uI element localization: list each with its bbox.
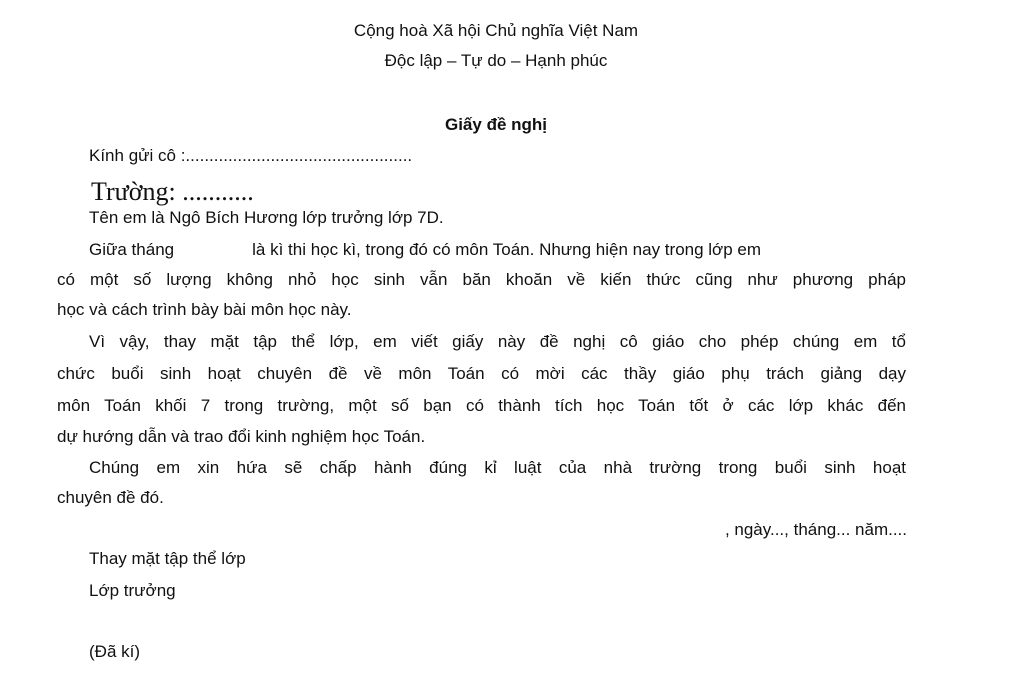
paragraph-2-line-2: chức buổi sinh hoạt chuyên đề về môn Toán có mời các thầy giáo phụ trách giảng dạy: [57, 364, 906, 383]
school-line: Trường: ...........: [91, 177, 254, 206]
paragraph-3-line-1: Chúng em xin hứa sẽ chấp hành đúng kỉ luật của nhà trường trong buổi sinh hoạt: [89, 458, 906, 477]
document-title: Giấy đề nghị: [444, 115, 548, 134]
signature-title: Lớp trưởng: [89, 581, 176, 600]
paragraph-2-line-1: Vì vậy, thay mặt tập thể lớp, em viết giấy này đề nghị cô giáo cho phép chúng em tổ: [89, 332, 906, 351]
recipient-line: Kính gửi cô :................................................: [89, 146, 413, 165]
country-heading: Cộng hoà Xã hội Chủ nghĩa Việt Nam: [353, 21, 639, 40]
date-line: , ngày..., tháng... năm....: [724, 520, 907, 539]
motto-heading: Độc lập – Tự do – Hạnh phúc: [384, 51, 608, 70]
paragraph-1-line-3: học và cách trình bày bài môn học này.: [57, 300, 352, 319]
paragraph-2-line-3: môn Toán khối 7 trong trường, một số bạn có thành tích học Toán tốt ở các lớp khác đến: [57, 396, 906, 415]
paragraph-1-text-a: Giữa tháng: [89, 240, 175, 259]
paragraph-1-line-2: có một số lượng không nhỏ học sinh vẫn băn khoăn về kiến thức cũng như phương pháp: [57, 270, 906, 289]
intro-line: Tên em là Ngô Bích Hương lớp trưởng lớp 7D.: [89, 208, 444, 227]
paragraph-1-text-b: là kì thi học kì, trong đó có môn Toán. Nhưng hiện nay trong lớp em: [252, 240, 761, 259]
paragraph-1-line-1: [89, 240, 906, 260]
signature-role: Thay mặt tập thể lớp: [89, 549, 246, 568]
paragraph-2-line-4: dự hướng dẫn và trao đổi kinh nghiệm học Toán.: [57, 427, 426, 446]
paragraph-3-line-2: chuyên đề đó.: [57, 488, 164, 507]
signed-note: (Đã kí): [89, 642, 140, 661]
